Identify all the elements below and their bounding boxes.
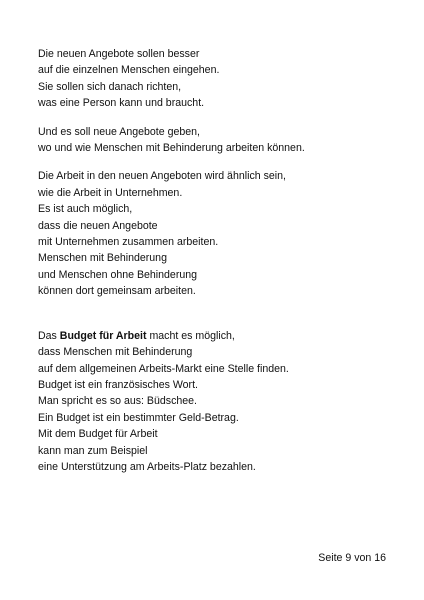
- document-body: [38, 46, 398, 487]
- text-line: Man spricht es so aus: Büdschee.: [38, 395, 197, 408]
- text-line: Budget ist ein französisches Wort.: [38, 378, 198, 391]
- text-line: auf die einzelnen Menschen eingehen.: [38, 64, 220, 77]
- text-line: Die neuen Angebote sollen besser: [38, 48, 200, 60]
- paragraph-angebote: [38, 46, 398, 112]
- text-segment: Das: [38, 329, 60, 342]
- text-line-with-term: [38, 328, 398, 344]
- text-line: kann man zum Beispiel: [38, 444, 148, 457]
- paragraph-neue-angebote: [38, 124, 398, 157]
- text-line: auf dem allgemeinen Arbeits-Markt eine Stelle finden.: [38, 362, 289, 375]
- paragraph-budget-fuer-arbeit: [38, 328, 398, 476]
- text-line: dass die neuen Angebote: [38, 219, 158, 232]
- text-line: eine Unterstützung am Arbeits-Platz bezahlen.: [38, 460, 256, 473]
- text-line: können dort gemeinsam arbeiten.: [38, 285, 196, 298]
- text-line: Es ist auch möglich,: [38, 203, 133, 216]
- text-line: Mit dem Budget für Arbeit: [38, 428, 158, 441]
- text-line: und Menschen ohne Behinderung: [38, 268, 198, 281]
- text-line: Die Arbeit in den neuen Angeboten wird ähnlich sein,: [38, 170, 286, 183]
- paragraph-arbeit: [38, 168, 398, 299]
- highlighted-term: Budget für Arbeit: [59, 329, 147, 342]
- text-line: Und es soll neue Angebote geben,: [38, 125, 200, 138]
- text-line: was eine Person kann und braucht.: [38, 97, 205, 110]
- text-line: dass Menschen mit Behinderung: [38, 346, 193, 359]
- text-line: Ein Budget ist ein bestimmter Geld-Betrag.: [38, 411, 239, 424]
- text-line: wo und wie Menschen mit Behinderung arbeiten können.: [38, 142, 305, 155]
- page-number: Seite 9 von 16: [318, 552, 386, 564]
- text-line: Menschen mit Behinderung: [38, 252, 167, 265]
- text-line: wie die Arbeit in Unternehmen.: [38, 186, 183, 199]
- text-line: Sie sollen sich danach richten,: [38, 80, 182, 93]
- text-line: mit Unternehmen zusammen arbeiten.: [38, 236, 219, 249]
- text-segment: macht es möglich,: [146, 329, 235, 342]
